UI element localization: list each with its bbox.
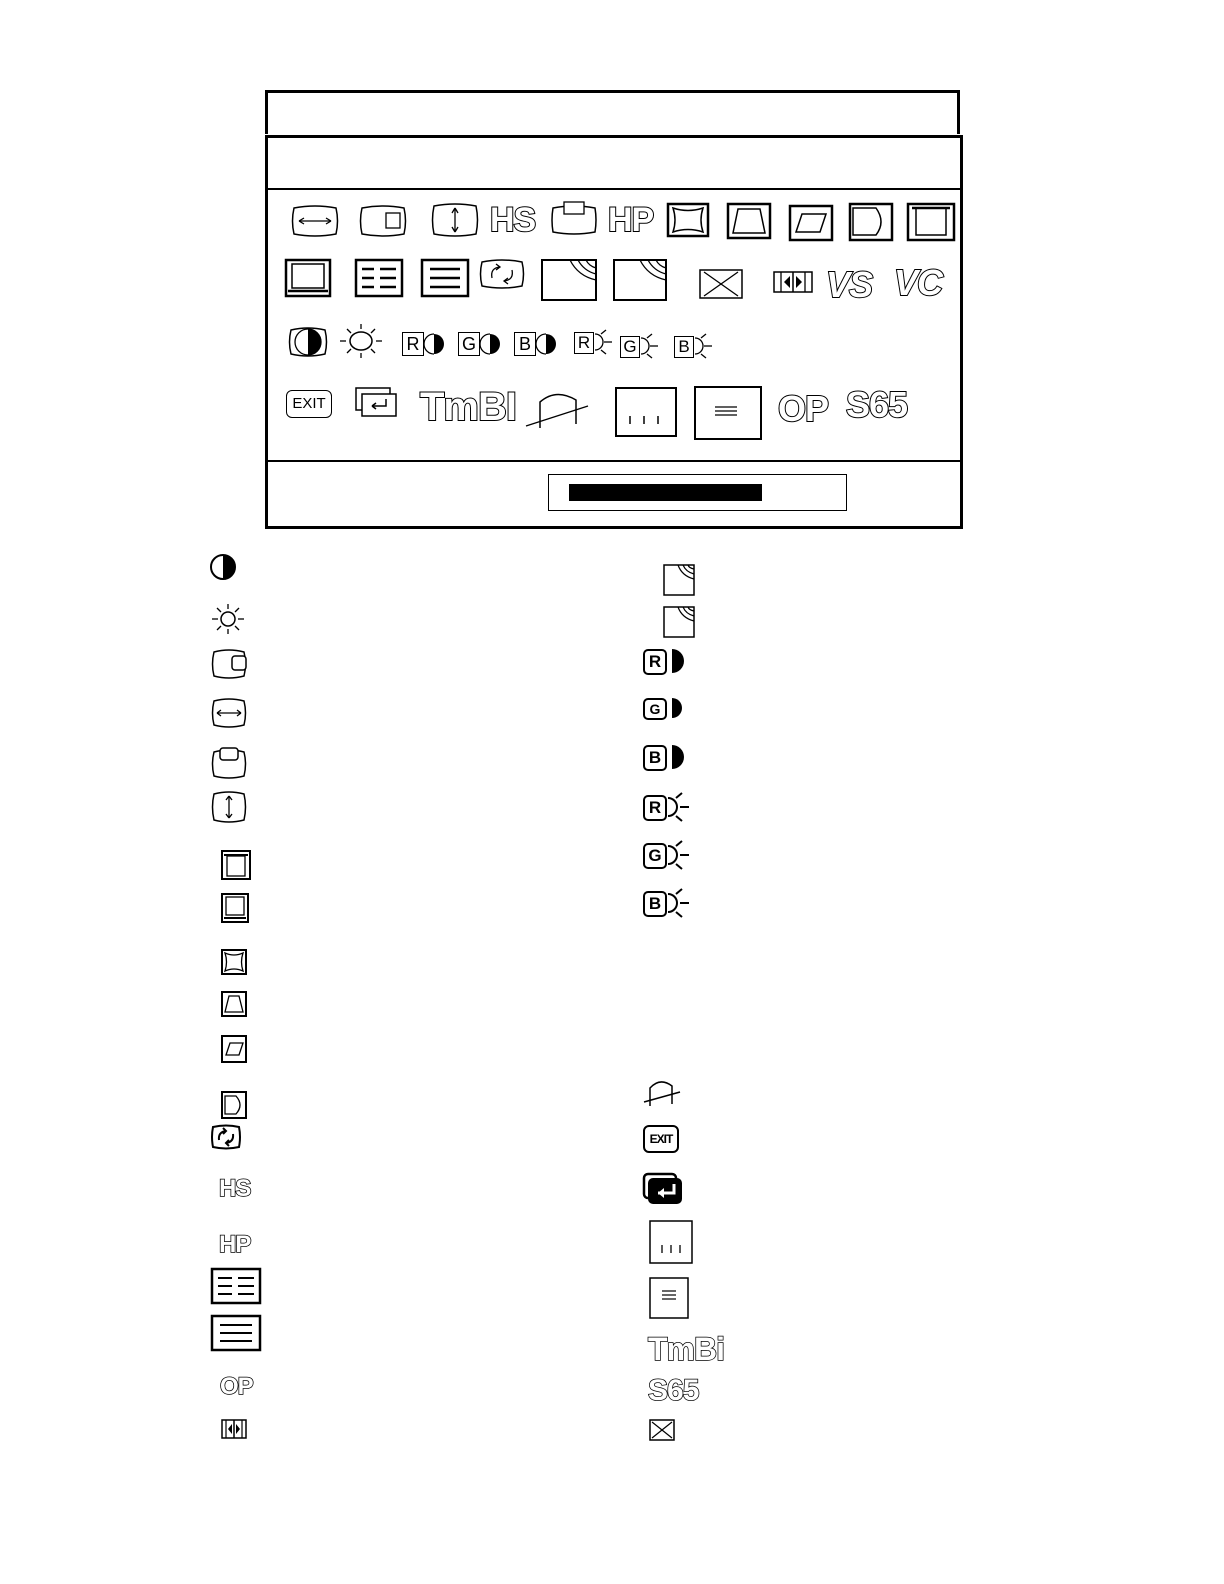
osd-vs-label[interactable]: VS: [826, 264, 873, 305]
legend-tmbi-label: TmBi: [648, 1331, 724, 1367]
osd-blue-contrast-label[interactable]: B: [514, 332, 536, 356]
osd-green-brightness-label[interactable]: G: [620, 336, 640, 358]
pin-balance-icon[interactable]: [848, 202, 894, 242]
top-balance-icon: [220, 892, 250, 924]
degauss-icon[interactable]: [698, 268, 744, 300]
trapezoid-icon: [220, 990, 248, 1018]
legend-red-contrast-label: R: [643, 649, 667, 675]
moire-icon: [662, 563, 696, 597]
top-bottom-balance-icon: [220, 849, 252, 881]
horizontal-position-icon[interactable]: [358, 204, 410, 238]
brightness-scale-icon[interactable]: [614, 386, 678, 438]
brightness-icon[interactable]: [336, 322, 386, 360]
adjustment-progress-fill: [569, 484, 762, 501]
legend-op-label: OP: [220, 1373, 253, 1400]
horizontal-size-icon: [210, 697, 248, 729]
osd-title-bar: [265, 90, 960, 134]
osd-footer-divider: [268, 460, 960, 462]
blue-contrast-icon: [666, 744, 690, 770]
horizontal-convergence-icon[interactable]: [772, 270, 814, 294]
menu-lines-icon: [648, 1276, 690, 1320]
pincushion-icon[interactable]: [666, 202, 710, 238]
green-contrast-icon: [666, 697, 688, 719]
list-layout-icon: [210, 1267, 262, 1305]
brightness-scale-icon: [648, 1219, 694, 1265]
osd-green-contrast-label[interactable]: G: [458, 332, 480, 356]
osd-hp-label[interactable]: HP: [608, 201, 654, 239]
language-icon: [210, 1314, 262, 1352]
green-brightness-icon: [638, 332, 660, 360]
menu-lines-icon[interactable]: [693, 385, 763, 441]
red-contrast-icon: [666, 648, 690, 674]
red-brightness-icon: [665, 792, 691, 822]
legend-green-contrast-label: G: [643, 698, 667, 720]
geometry-warp-icon[interactable]: [524, 386, 590, 430]
horizontal-convergence-icon: [220, 1418, 248, 1440]
geometry-warp-icon: [642, 1076, 682, 1108]
blue-brightness-icon: [665, 888, 691, 918]
recall-icon: [642, 1172, 684, 1206]
osd-exit-button[interactable]: EXIT: [286, 390, 332, 418]
green-contrast-icon: [480, 332, 504, 356]
horizontal-size-icon[interactable]: [290, 204, 340, 238]
osd-red-brightness-label[interactable]: R: [574, 332, 594, 354]
vertical-size-icon: [210, 790, 248, 824]
moire-vertical-icon[interactable]: [612, 258, 668, 302]
osd-header-divider: [268, 188, 960, 190]
moire-vertical-icon: [662, 605, 696, 639]
legend-red-brightness-label: R: [643, 795, 667, 821]
top-balance-icon[interactable]: [284, 258, 332, 298]
osd-tmbi-label[interactable]: TmBI: [420, 385, 516, 429]
brightness-icon: [210, 602, 246, 636]
green-brightness-icon: [665, 840, 691, 870]
rotation-icon[interactable]: [478, 258, 526, 290]
moire-icon[interactable]: [540, 258, 598, 302]
contrast-icon: [208, 552, 238, 582]
horizontal-position-icon: [210, 648, 250, 680]
red-brightness-icon: [592, 328, 614, 356]
legend-exit-label: EXIT: [643, 1125, 679, 1153]
language-icon[interactable]: [420, 258, 470, 298]
list-layout-icon[interactable]: [354, 258, 404, 298]
vertical-size-icon[interactable]: [430, 202, 480, 238]
vertical-position-icon[interactable]: [550, 198, 598, 238]
trapezoid-icon[interactable]: [726, 202, 772, 240]
osd-s65-label[interactable]: S65: [846, 384, 908, 425]
osd-op-label[interactable]: OP: [778, 388, 829, 429]
blue-brightness-icon: [692, 332, 714, 360]
recall-icon[interactable]: [354, 386, 400, 420]
adjustment-progress-bar[interactable]: [548, 474, 847, 511]
legend-hs-label: HS: [219, 1175, 251, 1202]
rotation-icon: [210, 1124, 242, 1150]
legend-hp-label: HP: [219, 1231, 251, 1258]
pincushion-icon: [220, 948, 248, 976]
legend-green-brightness-label: G: [643, 843, 667, 869]
osd-red-contrast-label[interactable]: R: [402, 332, 424, 356]
osd-menu-panel: [265, 135, 963, 529]
osd-blue-brightness-label[interactable]: B: [674, 336, 694, 358]
legend-s65-label: S65: [648, 1374, 699, 1407]
top-bottom-balance-icon[interactable]: [906, 202, 956, 242]
contrast-icon[interactable]: [288, 326, 328, 358]
degauss-icon: [648, 1418, 676, 1442]
osd-vc-label[interactable]: VC: [894, 262, 943, 303]
blue-contrast-icon: [536, 332, 560, 356]
legend-blue-brightness-label: B: [643, 891, 667, 917]
parallelogram-icon: [220, 1034, 248, 1064]
pin-balance-icon: [220, 1090, 248, 1120]
osd-hs-label[interactable]: HS: [490, 201, 536, 239]
vertical-position-icon: [210, 744, 248, 780]
parallelogram-icon[interactable]: [788, 204, 834, 242]
legend-blue-contrast-label: B: [643, 745, 667, 771]
red-contrast-icon: [424, 332, 448, 356]
